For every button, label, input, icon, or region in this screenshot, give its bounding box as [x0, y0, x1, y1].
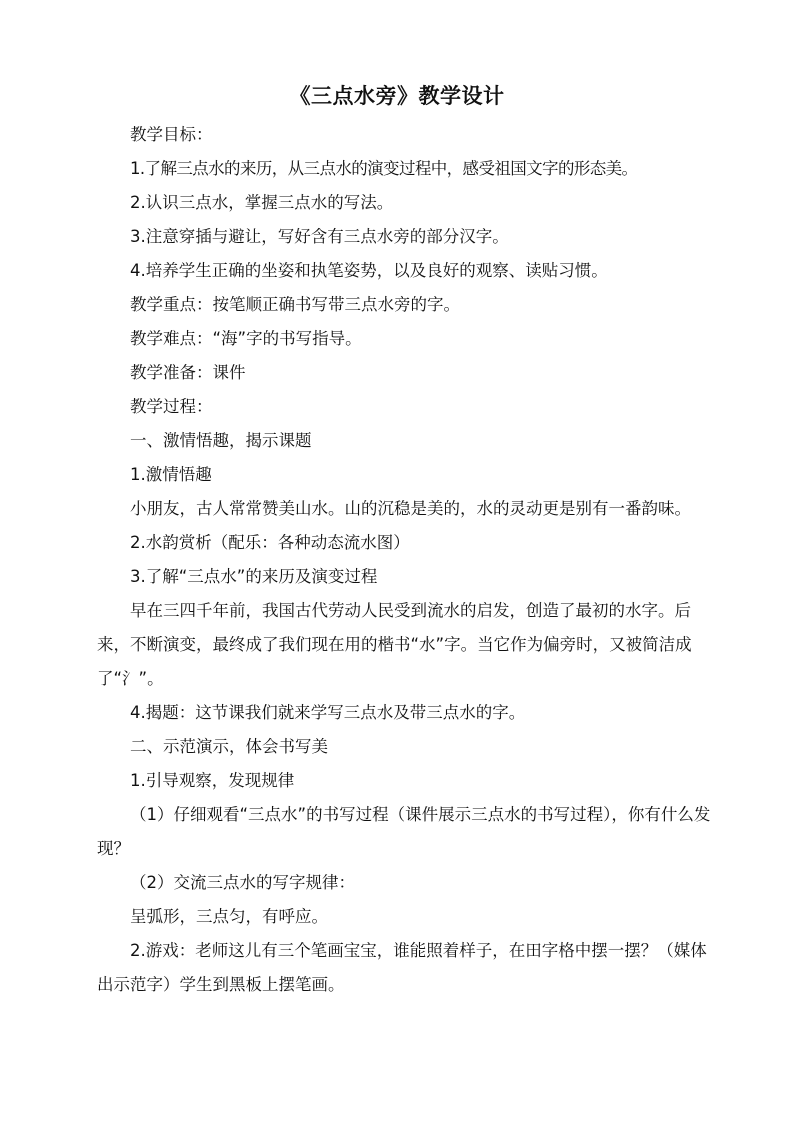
subheading-1-3: 3.了解“三点水”的来历及演变过程 [130, 567, 378, 586]
paragraph-preparation: 教学准备：课件 [130, 363, 246, 382]
subheading-1-1: 1.激情悟趣 [130, 465, 212, 484]
paragraph-rule: 呈弧形，三点匀，有呼应。 [130, 907, 328, 926]
paragraph-observe: （1）仔细观看“三点水”的书写过程（课件展示三点水的书写过程），你有什么发现？ [97, 805, 711, 858]
paragraph-intro: 小朋友，古人常常赞美山水。山的沉稳是美的，水的灵动更是别有一番韵味。 [130, 499, 691, 518]
paragraph-game: 2.游戏：老师这儿有三个笔画宝宝，谁能照着样子，在田字格中摆一摆？（媒体出示范字）学生到黑板上摆笔画。 [97, 941, 707, 994]
subheading-2-1: 1.引导观察，发现规律 [130, 771, 295, 790]
section-heading-1: 一、激情悟趣，揭示课题 [130, 431, 312, 450]
document-body [97, 118, 723, 1002]
subheading-1-2: 2.水韵赏析（配乐：各种动态流水图） [130, 533, 410, 552]
paragraph-process-heading: 教学过程： [130, 397, 213, 416]
paragraph-objective-2: 2.认识三点水，掌握三点水的写法。 [130, 193, 394, 212]
paragraph-exchange: （2）交流三点水的写字规律： [130, 873, 355, 892]
paragraph-objective-4: 4.培养学生正确的坐姿和执笔姿势，以及良好的观察、读贴习惯。 [130, 261, 608, 280]
paragraph-objective-3: 3.注意穿插与避让，写好含有三点水旁的部分汉字。 [130, 227, 509, 246]
paragraph-objective-1: 1.了解三点水的来历，从三点水的演变过程中，感受祖国文字的形态美。 [130, 159, 638, 178]
section-heading-2: 二、示范演示，体会书写美 [130, 737, 328, 756]
paragraph-objectives-heading: 教学目标： [130, 125, 213, 144]
document-title: 《三点水旁》教学设计 [289, 83, 505, 108]
paragraph-key-point: 教学重点：按笔顺正确书写带三点水旁的字。 [130, 295, 460, 314]
paragraph-history: 早在三四千年前，我国古代劳动人民受到流水的启发，创造了最初的水字。后来，不断演变，最终成了我们现在用的楷书“水”字。当它作为偏旁时，又被简洁成了“氵”。 [97, 601, 692, 688]
subheading-1-4: 4.揭题：这节课我们就来学写三点水及带三点水的字。 [130, 703, 526, 722]
paragraph-difficulty: 教学难点：“海”字的书写指导。 [130, 329, 362, 348]
